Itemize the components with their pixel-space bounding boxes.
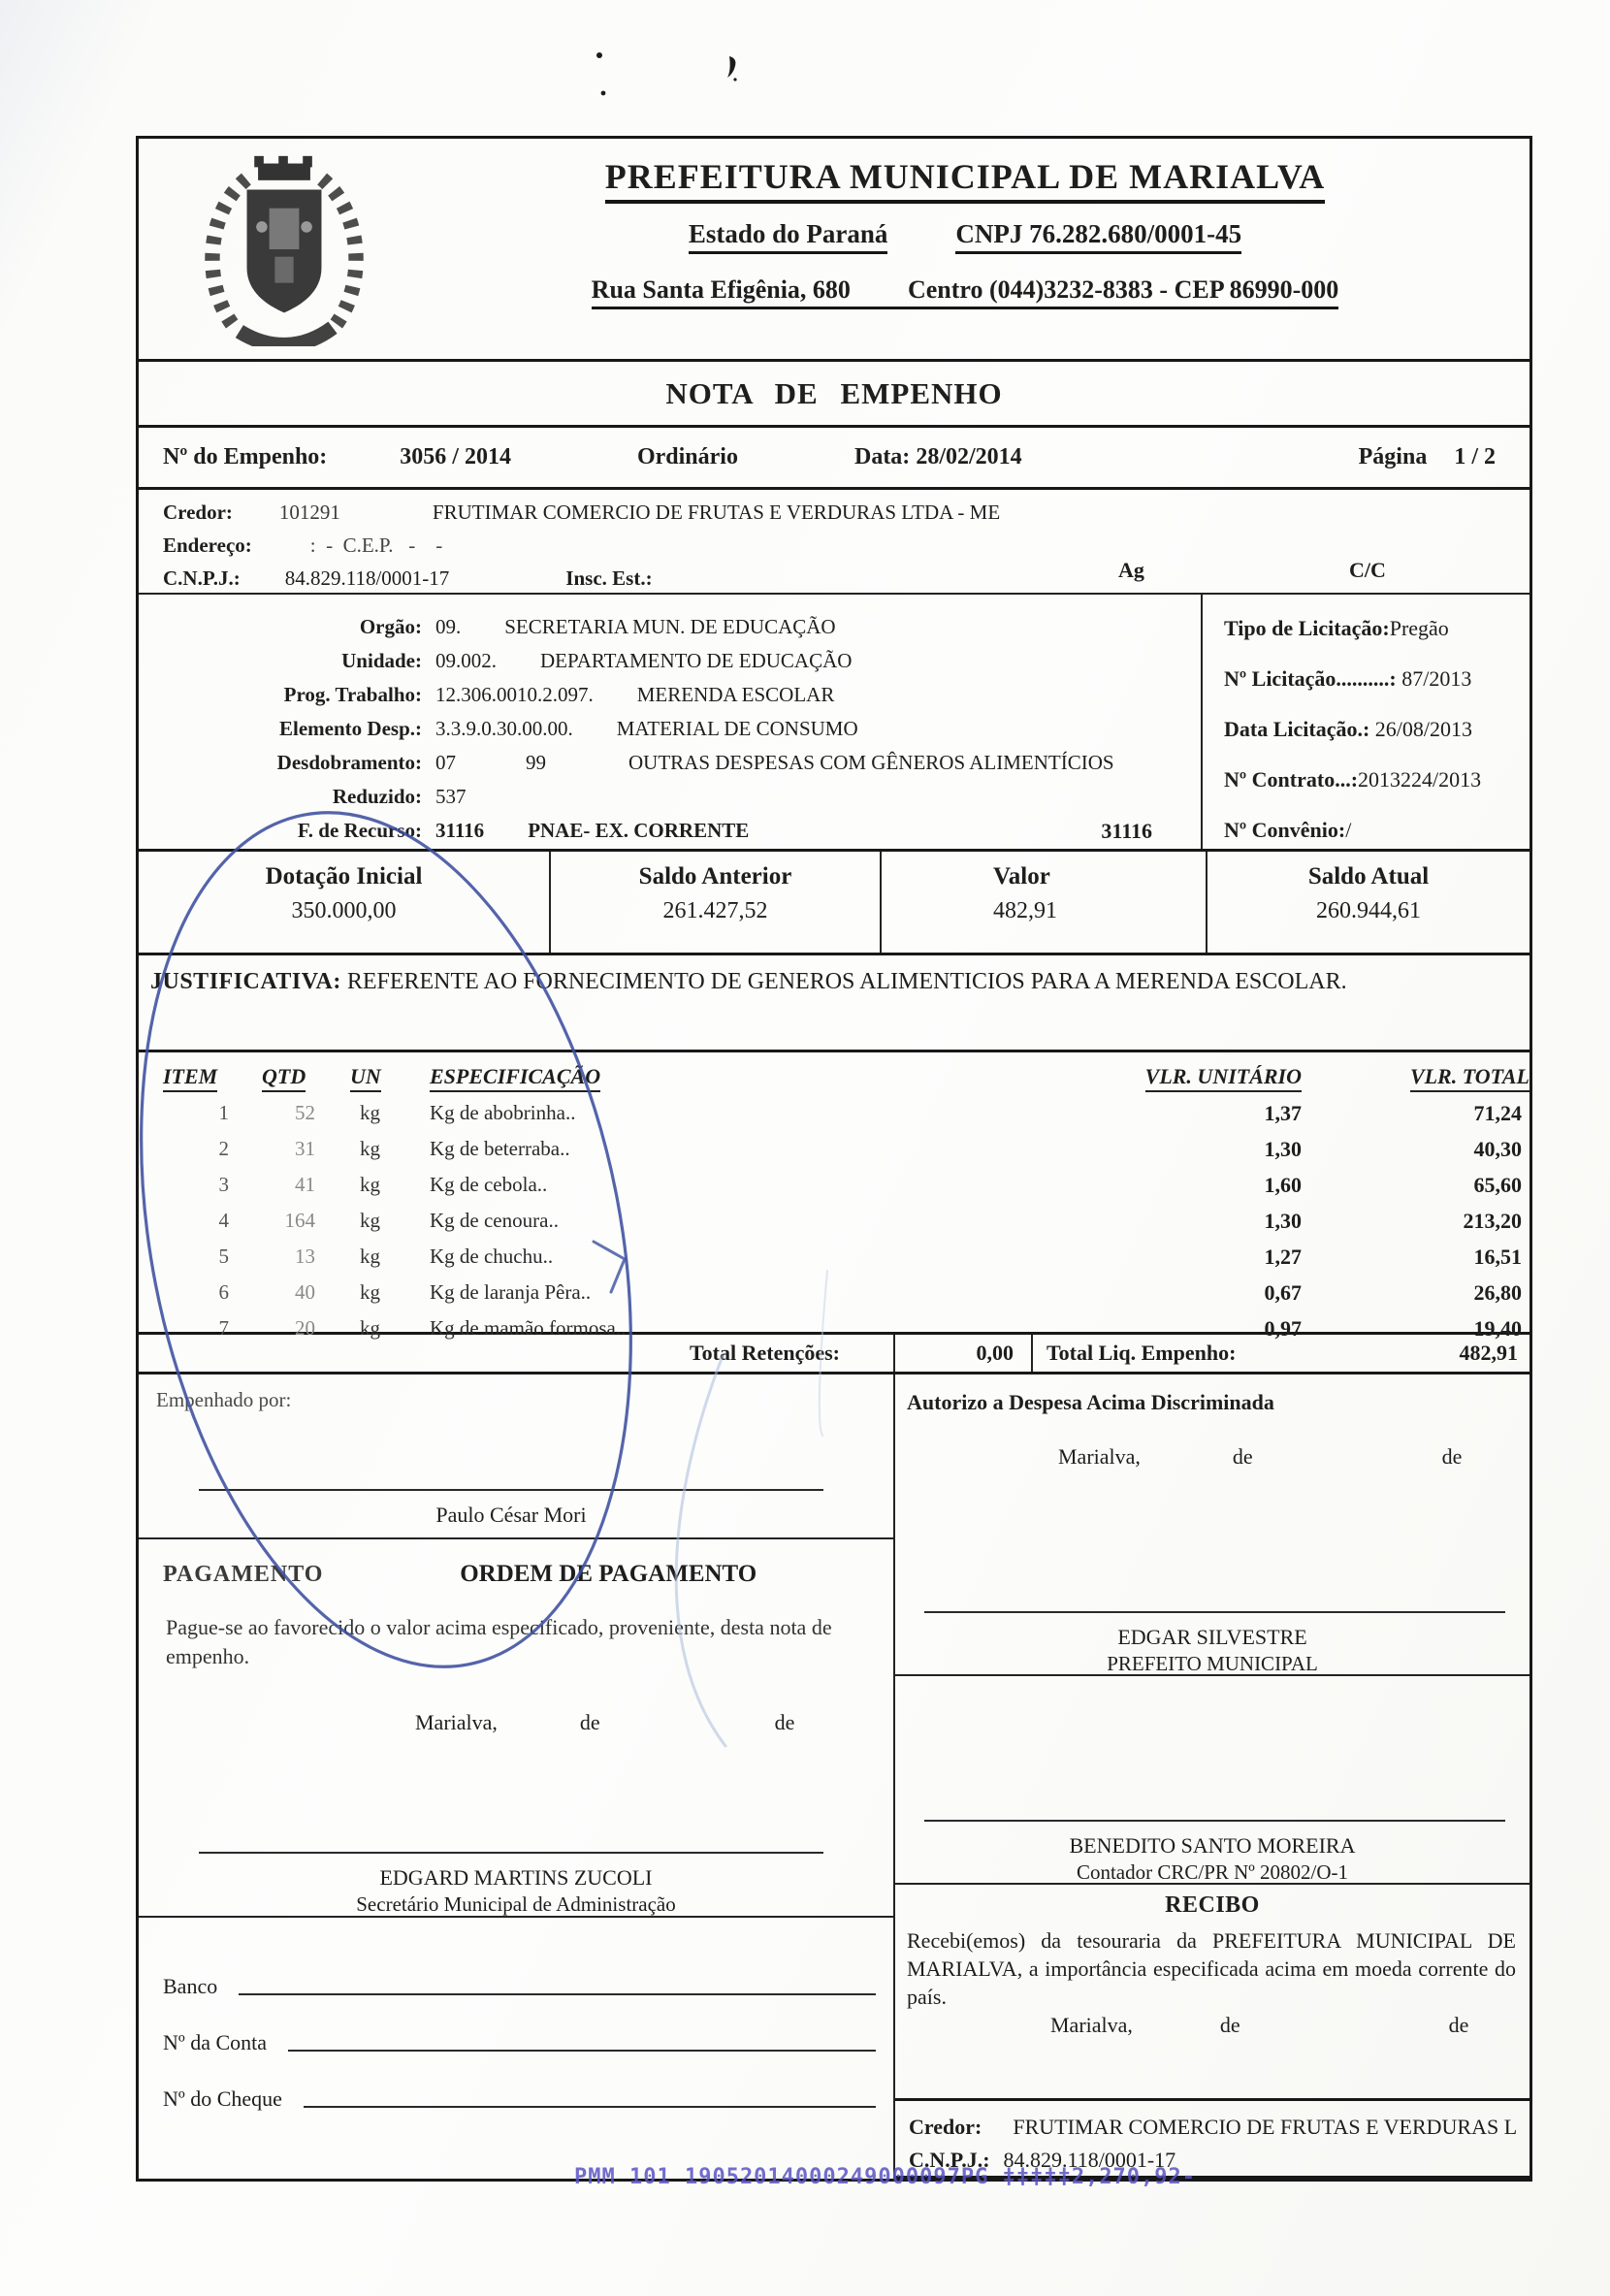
fonte-recurso-line: F. de Recurso: 31116 PNAE- EX. CORRENTE 31116 — [297, 818, 1152, 843]
signature-line — [924, 1611, 1505, 1613]
autorizo-box — [895, 1390, 1530, 1676]
ordem-pagamento-text: Pague-se ao favorecido o valor acima especificado, proveniente, desta nota de empenho. — [166, 1615, 832, 1668]
tipo-licitacao: Tipo de Licitação:Pregão — [1224, 616, 1449, 640]
header-street: Rua Santa Efigênia, 680 — [591, 275, 851, 304]
dot-matrix-stamp: PMM 101 19052014000249000097PG ‡‡‡‡‡2,270,92- — [574, 2165, 1197, 2189]
table-row: 4 164 kg Kg de cenoura.. 1,30 213,20 — [218, 1208, 1522, 1233]
saldo-atual-cell: Saldo Atual 260.944,61 — [1206, 852, 1530, 953]
agency-label: Ag — [1118, 558, 1144, 582]
marialva-coat-of-arms-logo — [139, 139, 430, 359]
empenho-type: Ordinário — [636, 444, 738, 469]
dotacao-row — [139, 852, 1530, 955]
recibo-creditor-box: Credor: FRUTIMAR COMERCIO DE FRUTAS E VERDURAS L C.N.P.J.: 84.829.118/0001-17 — [895, 2101, 1530, 2179]
pagamento-signer-role: Secretário Municipal de Administração — [356, 1892, 676, 1916]
empenhado-signer-name: Paulo César Mori — [435, 1503, 587, 1527]
creditor-name: FRUTIMAR COMERCIO DE FRUTAS E VERDURAS LTDA - ME — [432, 500, 1001, 524]
table-row: 5 13 kg Kg de chuchu.. 1,27 16,51 — [218, 1244, 1522, 1269]
header-address-rest: Centro (044)3232-8383 - CEP 86990-000 — [907, 275, 1339, 304]
pagamento-title: PAGAMENTO — [163, 1561, 324, 1587]
conta-blank-line — [288, 2050, 876, 2052]
conta-field: Nº da Conta — [163, 2001, 893, 2057]
document-header — [139, 139, 1530, 362]
justificativa-text: REFERENTE AO FORNECIMENTO DE GENEROS ALIMENTICIOS PARA A MERENDA ESCOLAR. — [346, 969, 1347, 994]
creditor-label: Credor: — [163, 500, 233, 524]
prefeito-name: EDGAR SILVESTRE — [1117, 1625, 1307, 1649]
items-table — [139, 1052, 1530, 1341]
creditor-code: 101291 — [278, 500, 340, 524]
reduzido-line: Reduzido: 537 — [332, 785, 467, 808]
creditor-address-value: : - C.E.P. - - — [309, 533, 443, 557]
recibo-box — [895, 1892, 1530, 2101]
header-cnpj: CNPJ 76.282.680/0001-45 — [955, 219, 1241, 254]
numero-licitacao: Nº Licitação..........: 87/2013 — [1224, 666, 1472, 691]
nota-de-empenho-form — [136, 136, 1532, 2182]
table-row: 1 52 kg Kg de abobrinha.. 1,37 71,24 — [218, 1100, 1522, 1125]
empenhado-por-box — [139, 1374, 893, 1539]
signature-line — [924, 1820, 1505, 1822]
table-row: 7 20 kg Kg de mamão formosa.. 0,97 19,40 — [218, 1315, 1522, 1341]
cheque-blank-line — [304, 2106, 876, 2108]
header-address — [592, 275, 1339, 309]
city-date-line: Marialva, de de — [415, 1710, 795, 1734]
autorizo-title: Autorizo a Despesa Acima Discriminada — [907, 1390, 1274, 1414]
city-date-line: Marialva, de de — [1058, 1444, 1463, 1469]
ordem-pagamento-box — [139, 1539, 893, 1918]
ordem-pagamento-title: ORDEM DE PAGAMENTO — [460, 1561, 757, 1587]
bank-fields-box — [139, 1918, 893, 2133]
items-table-header: ITEM QTD UN ESPECIFICAÇÃO VLR. UNITÁRIO VLR. TOTAL — [139, 1060, 1530, 1095]
numero-convenio: Nº Convênio:/ — [1224, 818, 1352, 842]
numero-contrato: Nº Contrato...:2013224/2013 — [1224, 767, 1482, 792]
prog-trabalho-line: Prog. Trabalho: 12.306.0010.2.097. MERENDA ESCOLAR — [283, 683, 835, 706]
state-registration-label: Insc. Est.: — [565, 566, 653, 590]
page-indicator: Página 1 / 2 — [1358, 444, 1496, 469]
dotacao-inicial-cell: Dotação Inicial 350.000,00 — [265, 863, 423, 923]
valor-cell: Valor 482,91 — [880, 852, 1206, 953]
ink-specks — [596, 52, 737, 95]
budget-section — [139, 595, 1530, 852]
justificativa-section: JUSTIFICATIVA: REFERENTE AO FORNECIMENTO DE GENEROS ALIMENTICIOS PARA A MERENDA ESCOLAR. — [139, 955, 1530, 1052]
empenho-number-value: 3056 / 2014 — [400, 444, 511, 469]
table-row: 6 40 kg Kg de laranja Pêra.. 0,67 26,80 — [218, 1279, 1522, 1305]
empenho-date: Data: 28/02/2014 — [853, 444, 1022, 469]
prefeito-role: PREFEITO MUNICIPAL — [1107, 1652, 1318, 1675]
banco-field: Banco — [163, 1945, 893, 2001]
header-title: PREFEITURA MUNICIPAL DE MARIALVA — [605, 156, 1325, 204]
contador-role: Contador CRC/PR Nº 20802/O-1 — [1076, 1860, 1349, 1884]
recibo-creditor-name: FRUTIMAR COMERCIO DE FRUTAS E VERDURAS L — [1013, 2115, 1518, 2139]
banco-blank-line — [239, 1993, 876, 1995]
licitacao-panel — [1201, 595, 1530, 849]
creditor-section — [139, 490, 1530, 595]
recibo-creditor-cnpj: 84.829.118/0001-17 — [1003, 2148, 1176, 2172]
saldo-anterior-cell: Saldo Anterior 261.427,52 — [549, 852, 880, 953]
elemento-despesa-line: Elemento Desp.: 3.3.9.0.30.00.00. MATERIAL DE CONSUMO — [279, 717, 858, 740]
header-state: Estado do Paraná — [689, 219, 888, 254]
desdobramento-line: Desdobramento: 07 99 OUTRAS DESPESAS COM GÊNEROS ALIMENTÍCIOS — [276, 751, 1114, 774]
city-date-line: Marialva, de de — [1050, 2013, 1469, 2037]
contador-box — [895, 1676, 1530, 1885]
empenhado-por-label: Empenhado por: — [156, 1388, 292, 1411]
recibo-text: Recebi(emos) da tesouraria da PREFEITURA MUNICIPAL DE MARIALVA, a importância especificada acima em moeda corrente do país. — [907, 1928, 1516, 2009]
total-retencoes-value: 0,00 — [893, 1335, 1031, 1372]
unidade-line: Unidade: 09.002. DEPARTAMENTO DE EDUCAÇÃO — [341, 649, 853, 672]
document-title: NOTA DE EMPENHO — [665, 375, 1003, 410]
orgao-line: Orgão: 09. SECRETARIA MUN. DE EDUCAÇÃO — [359, 615, 836, 638]
total-liquido-cell: Total Liq. Empenho: 482,91 — [1031, 1335, 1530, 1372]
coat-of-arms-icon — [187, 152, 381, 346]
recibo-title: RECIBO — [1165, 1892, 1260, 1918]
table-row: 2 31 kg Kg de beterraba.. 1,30 40,30 — [218, 1136, 1522, 1161]
creditor-cnpj-value: 84.829.118/0001-17 — [284, 566, 450, 590]
signature-line — [199, 1852, 823, 1854]
table-row: 3 41 kg Kg de cebola.. 1,60 65,60 — [218, 1172, 1522, 1197]
total-retencoes-label: Total Retenções: — [690, 1341, 840, 1365]
contador-name: BENEDITO SANTO MOREIRA — [1069, 1833, 1356, 1858]
cheque-field: Nº do Cheque — [163, 2057, 893, 2114]
creditor-address-label: Endereço: — [163, 533, 252, 557]
empenho-number-label: Nº do Empenho: — [163, 444, 328, 469]
creditor-cnpj-label: C.N.P.J.: — [163, 566, 241, 590]
account-label: C/C — [1349, 558, 1386, 582]
empenho-number-band — [139, 428, 1530, 490]
signature-line — [199, 1489, 823, 1491]
data-licitacao: Data Licitação.: 26/08/2013 — [1224, 717, 1473, 741]
pagamento-signer-name: EDGARD MARTINS ZUCOLI — [379, 1865, 653, 1890]
